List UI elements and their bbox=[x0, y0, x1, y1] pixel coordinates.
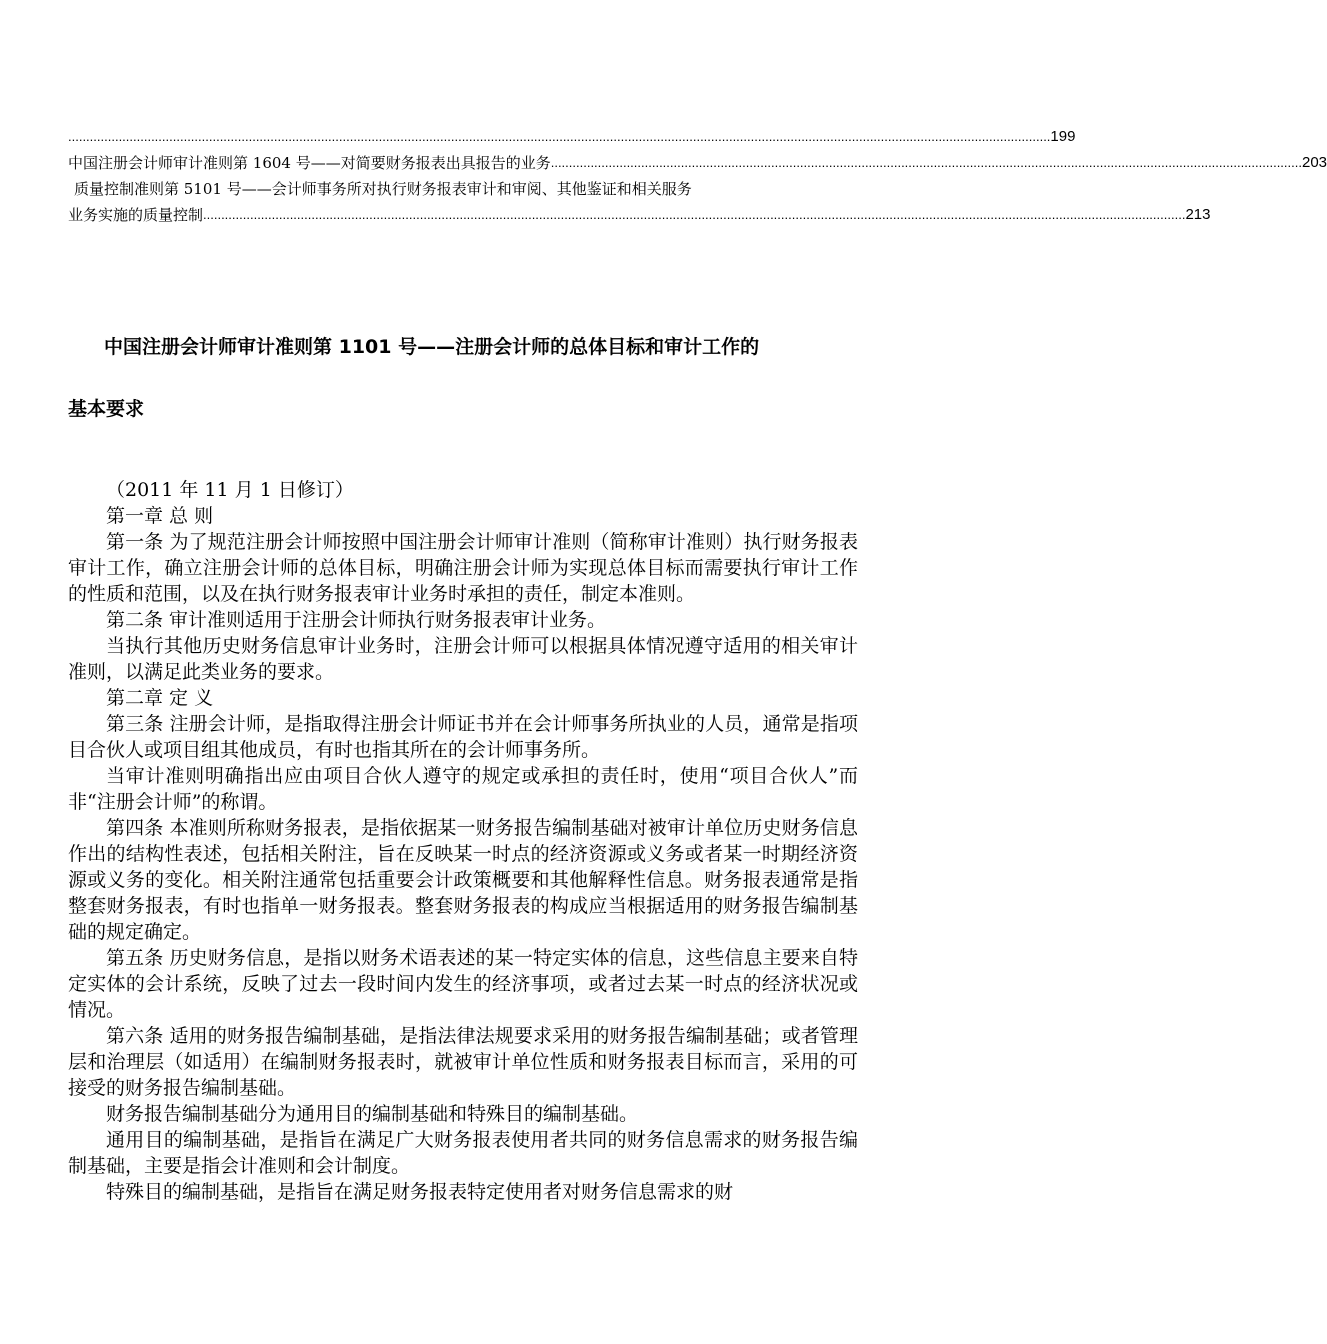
toc-entry bbox=[68, 202, 1211, 228]
toc-entry-title: 中国注册会计师审计准则第 1604 号——对简要财务报表出具报告的业务 bbox=[68, 154, 551, 172]
article-paragraph: 第三条 注册会计师，是指取得注册会计师证书并在会计师事务所执业的人员，通常是指项目合伙人或项目组其他成员，有时也指其所在的会计师事务所。 bbox=[68, 713, 858, 761]
body-paragraph: 特殊目的编制基础，是指旨在满足财务报表特定使用者对财务信息需求的财 bbox=[106, 1181, 734, 1203]
document-title bbox=[68, 330, 868, 426]
chapter-heading: 第一章 总 则 bbox=[106, 505, 214, 527]
toc-entry bbox=[68, 150, 1327, 176]
article-paragraph: 第二条 审计准则适用于注册会计师执行财务报表审计业务。 bbox=[106, 609, 607, 631]
toc-leader-dots: ................................................................................................................................................................................................................ bbox=[550, 155, 1302, 170]
toc-entry bbox=[68, 124, 1076, 150]
revision-date: （2011 年 11 月 1 日修订） bbox=[106, 479, 354, 501]
body-paragraph: 财务报告编制基础分为通用目的编制基础和特殊目的编制基础。 bbox=[106, 1103, 639, 1125]
title-line-2: 基本要求 bbox=[68, 398, 145, 420]
document-body bbox=[68, 477, 858, 1205]
chapter-heading: 第二章 定 义 bbox=[106, 687, 214, 709]
article-paragraph: 第一条 为了规范注册会计师按照中国注册会计师审计准则（简称审计准则）执行财务报表审计工作，确立注册会计师的总体目标，明确注册会计师为实现总体目标而需要执行审计工作的性质和范围，以及在执行财务报表审计业务时承担的责任，制定本准则。 bbox=[68, 531, 858, 605]
toc-leader-dots: ................................................................................................................................................................................................................................................................................ bbox=[203, 207, 1186, 222]
article-paragraph: 第四条 本准则所称财务报表，是指依据某一财务报告编制基础对被审计单位历史财务信息作出的结构性表述，包括相关附注，旨在反映某一时点的经济资源或义务或者某一时期经济资源或义务的变化。相关附注通常包括重要会计政策概要和其他解释性信息。财务报表通常是指整套财务报表，有时也指单一财务报表。整套财务报表的构成应当根据适用的财务报告编制基础的规定确定。 bbox=[68, 817, 858, 943]
body-paragraph: 通用目的编制基础，是指旨在满足广大财务报表使用者共同的财务信息需求的财务报告编制基础，主要是指会计准则和会计制度。 bbox=[68, 1129, 858, 1177]
table-of-contents bbox=[68, 124, 1327, 228]
body-paragraph: 当执行其他历史财务信息审计业务时，注册会计师可以根据具体情况遵守适用的相关审计准则，以满足此类业务的要求。 bbox=[68, 635, 858, 683]
title-line-1: 中国注册会计师审计准则第 1101 号——注册会计师的总体目标和审计工作的 bbox=[104, 336, 760, 358]
toc-leader-dots: ................................................................................................................................................................................................................................................................................ bbox=[68, 129, 1051, 144]
article-paragraph: 第六条 适用的财务报告编制基础，是指法律法规要求采用的财务报告编制基础；或者管理层和治理层（如适用）在编制财务报表时，就被审计单位性质和财务报表目标而言，采用的可接受的财务报告编制基础。 bbox=[68, 1025, 858, 1099]
article-paragraph: 第五条 历史财务信息，是指以财务术语表述的某一特定实体的信息，这些信息主要来自特定实体的会计系统，反映了过去一段时间内发生的经济事项，或者过去某一时点的经济状况或情况。 bbox=[68, 947, 858, 1021]
toc-entry-title: 质量控制准则第 5101 号——会计师事务所对执行财务报表审计和审阅、其他鉴证和相关服务 bbox=[74, 180, 692, 198]
toc-page-number: 199 bbox=[1050, 128, 1076, 145]
toc-entry-title: 业务实施的质量控制 bbox=[68, 206, 204, 224]
toc-page-number: 213 bbox=[1185, 206, 1211, 223]
toc-page-number: 203 bbox=[1301, 154, 1327, 171]
body-paragraph: 当审计准则明确指出应由项目合伙人遵守的规定或承担的责任时，使用“项目合伙人”而非“注册会计师”的称谓。 bbox=[68, 765, 858, 813]
